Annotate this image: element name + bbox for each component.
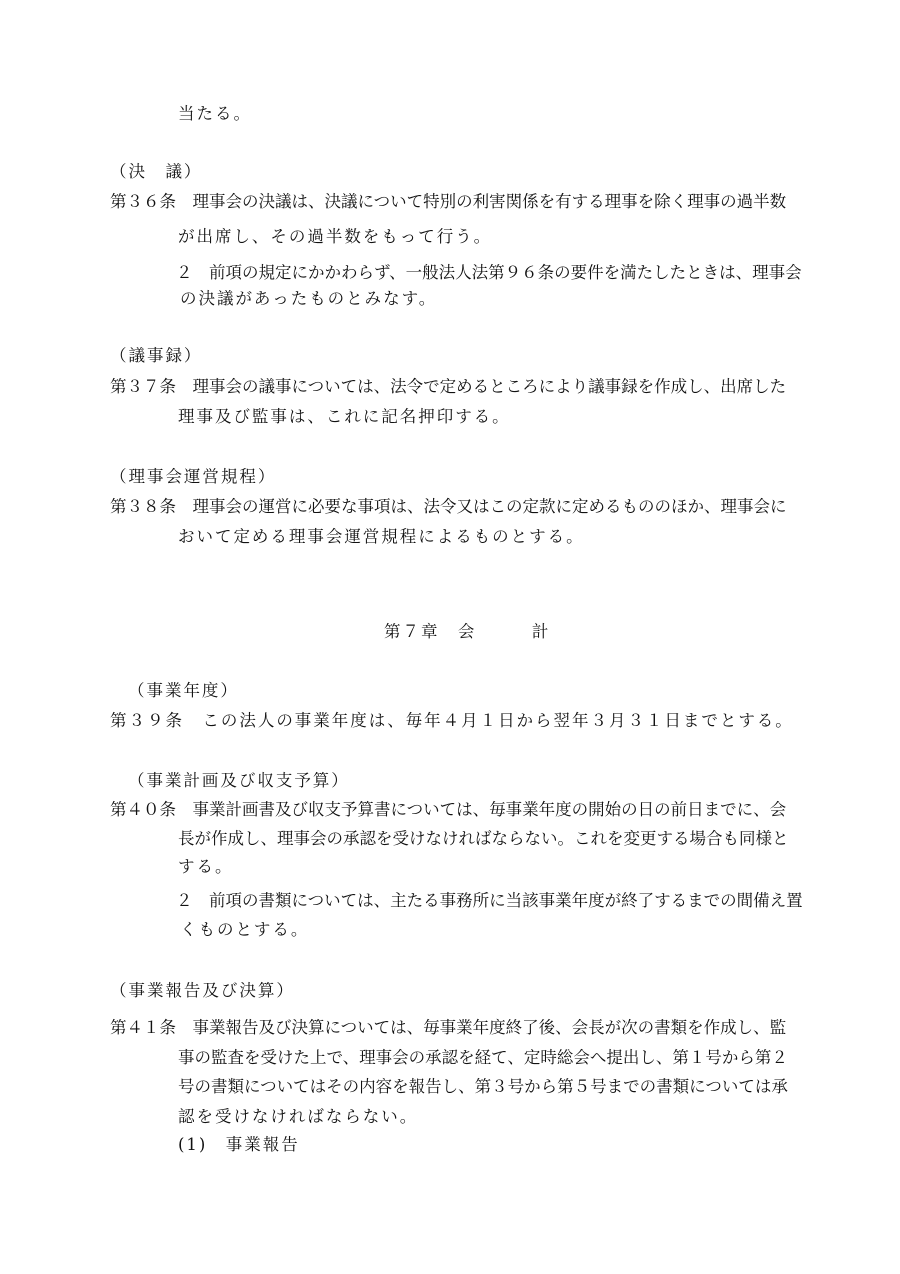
article-37: 第３７条 理事会の議事については、法令で定めるところにより議事録を作成し、出席した bbox=[110, 377, 787, 396]
text-line: が出席し、その過半数をもって行う。 bbox=[178, 227, 493, 246]
article-heading: （事業年度） bbox=[128, 681, 239, 700]
text-line: くものとする。 bbox=[180, 920, 310, 939]
article-36: 第３６条 理事会の決議は、決議について特別の利害関係を有する理事を除く理事の過半数 bbox=[110, 192, 787, 211]
article-39: 第３９条 この法人の事業年度は、毎年４月１日から翌年３月３１日までとする。 bbox=[110, 711, 794, 730]
article-heading: （事業計画及び収支予算） bbox=[128, 771, 350, 790]
article-heading: （議事録） bbox=[110, 346, 203, 365]
article-heading: （決 議） bbox=[110, 162, 203, 181]
chapter-title: 第７章 会 計 bbox=[384, 622, 551, 641]
text-line: おいて定める理事会運営規程によるものとする。 bbox=[178, 527, 585, 546]
paragraph-2: ２ 前項の規定にかかわらず、一般法人法第９６条の要件を満たしたときは、理事会 bbox=[176, 263, 802, 282]
text-line: の決議があったものとみなす。 bbox=[180, 289, 438, 308]
paragraph-2: ２ 前項の書類については、主たる事務所に当該事業年度が終了するまでの間備え置 bbox=[176, 891, 803, 910]
text-line: 当たる。 bbox=[178, 104, 252, 123]
article-38: 第３８条 理事会の運営に必要な事項は、法令又はこの定款に定めるもののほか、理事会に bbox=[110, 497, 787, 516]
list-item: (1) 事業報告 bbox=[178, 1135, 300, 1154]
article-heading: （理事会運営規程） bbox=[110, 467, 277, 486]
text-line: 事の監査を受けた上で、理事会の承認を経て、定時総会へ提出し、第１号から第２ bbox=[178, 1048, 788, 1067]
article-heading: （事業報告及び決算） bbox=[110, 981, 295, 1000]
article-41: 第４１条 事業報告及び決算については、毎事業年度終了後、会長が次の書類を作成し、監 bbox=[110, 1018, 787, 1037]
text-line: 理事及び監事は、これに記名押印する。 bbox=[178, 407, 511, 426]
text-line: 認を受けなければならない。 bbox=[178, 1107, 419, 1126]
text-line: する。 bbox=[178, 857, 234, 876]
text-line: 号の書類についてはその内容を報告し、第３号から第５号までの書類については承 bbox=[178, 1077, 788, 1096]
article-40: 第４０条 事業計画書及び収支予算書については、毎事業年度の開始の日の前日までに、会 bbox=[110, 800, 787, 819]
text-line: 長が作成し、理事会の承認を受けなければならない。これを変更する場合も同様と bbox=[178, 829, 789, 848]
